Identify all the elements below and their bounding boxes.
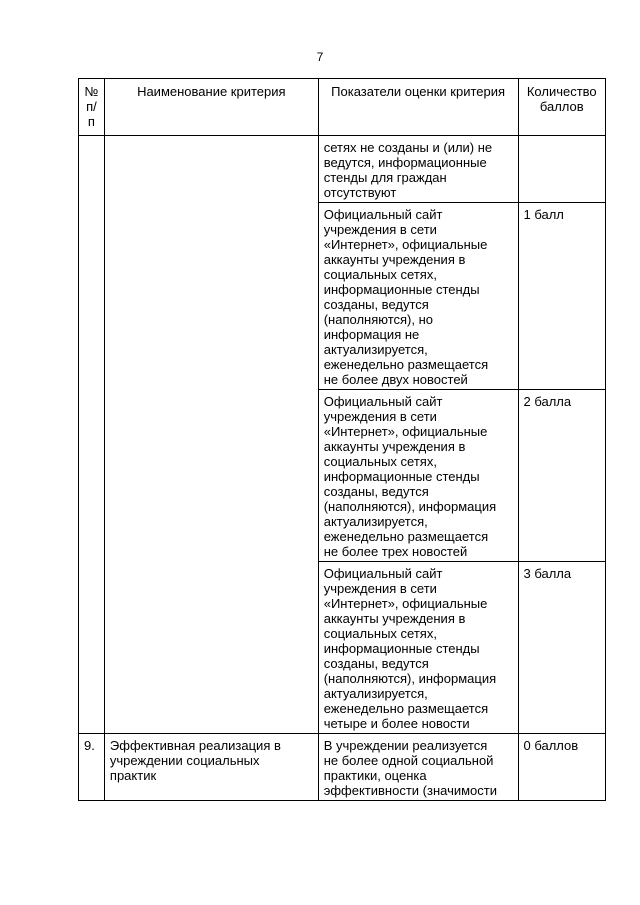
- header-criterion-name: Наименование критерия: [104, 79, 318, 136]
- cell-points: 2 балла: [518, 390, 606, 562]
- criteria-table: [78, 78, 606, 801]
- cell-points: [518, 136, 606, 203]
- cell-criterion-name: [104, 136, 318, 734]
- cell-criterion-name: Эффективная реализация в учреждении социальных практик: [104, 734, 318, 801]
- table-row: [79, 734, 606, 801]
- page-number: 7: [316, 50, 324, 64]
- table-header-row: [79, 79, 606, 136]
- cell-points: 3 балла: [518, 562, 606, 734]
- cell-indicator: Официальный сайт учреждения в сети «Интернет», официальные аккаунты учреждения в социальных сетях, информационные стенды созданы, ведутся (наполняются), информация актуализируется, еженедельно размещается не более трех новостей: [318, 390, 518, 562]
- header-number: № п/п: [79, 79, 105, 136]
- header-points: Количество баллов: [518, 79, 606, 136]
- cell-indicator: Официальный сайт учреждения в сети «Интернет», официальные аккаунты учреждения в социальных сетях, информационные стенды созданы, ведутся (наполняются), информация актуализируется, еженедельно размещается четыре и более новости: [318, 562, 518, 734]
- header-indicators: Показатели оценки критерия: [318, 79, 518, 136]
- cell-points: 1 балл: [518, 203, 606, 390]
- cell-indicator: В учреждении реализуется не более одной социальной практики, оценка эффективности (значимости: [318, 734, 518, 801]
- cell-indicator: сетях не созданы и (или) не ведутся, информационные стенды для граждан отсутствуют: [318, 136, 518, 203]
- table-row: [79, 136, 606, 203]
- cell-number: [79, 136, 105, 734]
- cell-points: 0 баллов: [518, 734, 606, 801]
- cell-indicator: Официальный сайт учреждения в сети «Интернет», официальные аккаунты учреждения в социальных сетях, информационные стенды созданы, ведутся (наполняются), но информация не актуализируется, еженедельно размещается не более двух новостей: [318, 203, 518, 390]
- cell-number: 9.: [79, 734, 105, 801]
